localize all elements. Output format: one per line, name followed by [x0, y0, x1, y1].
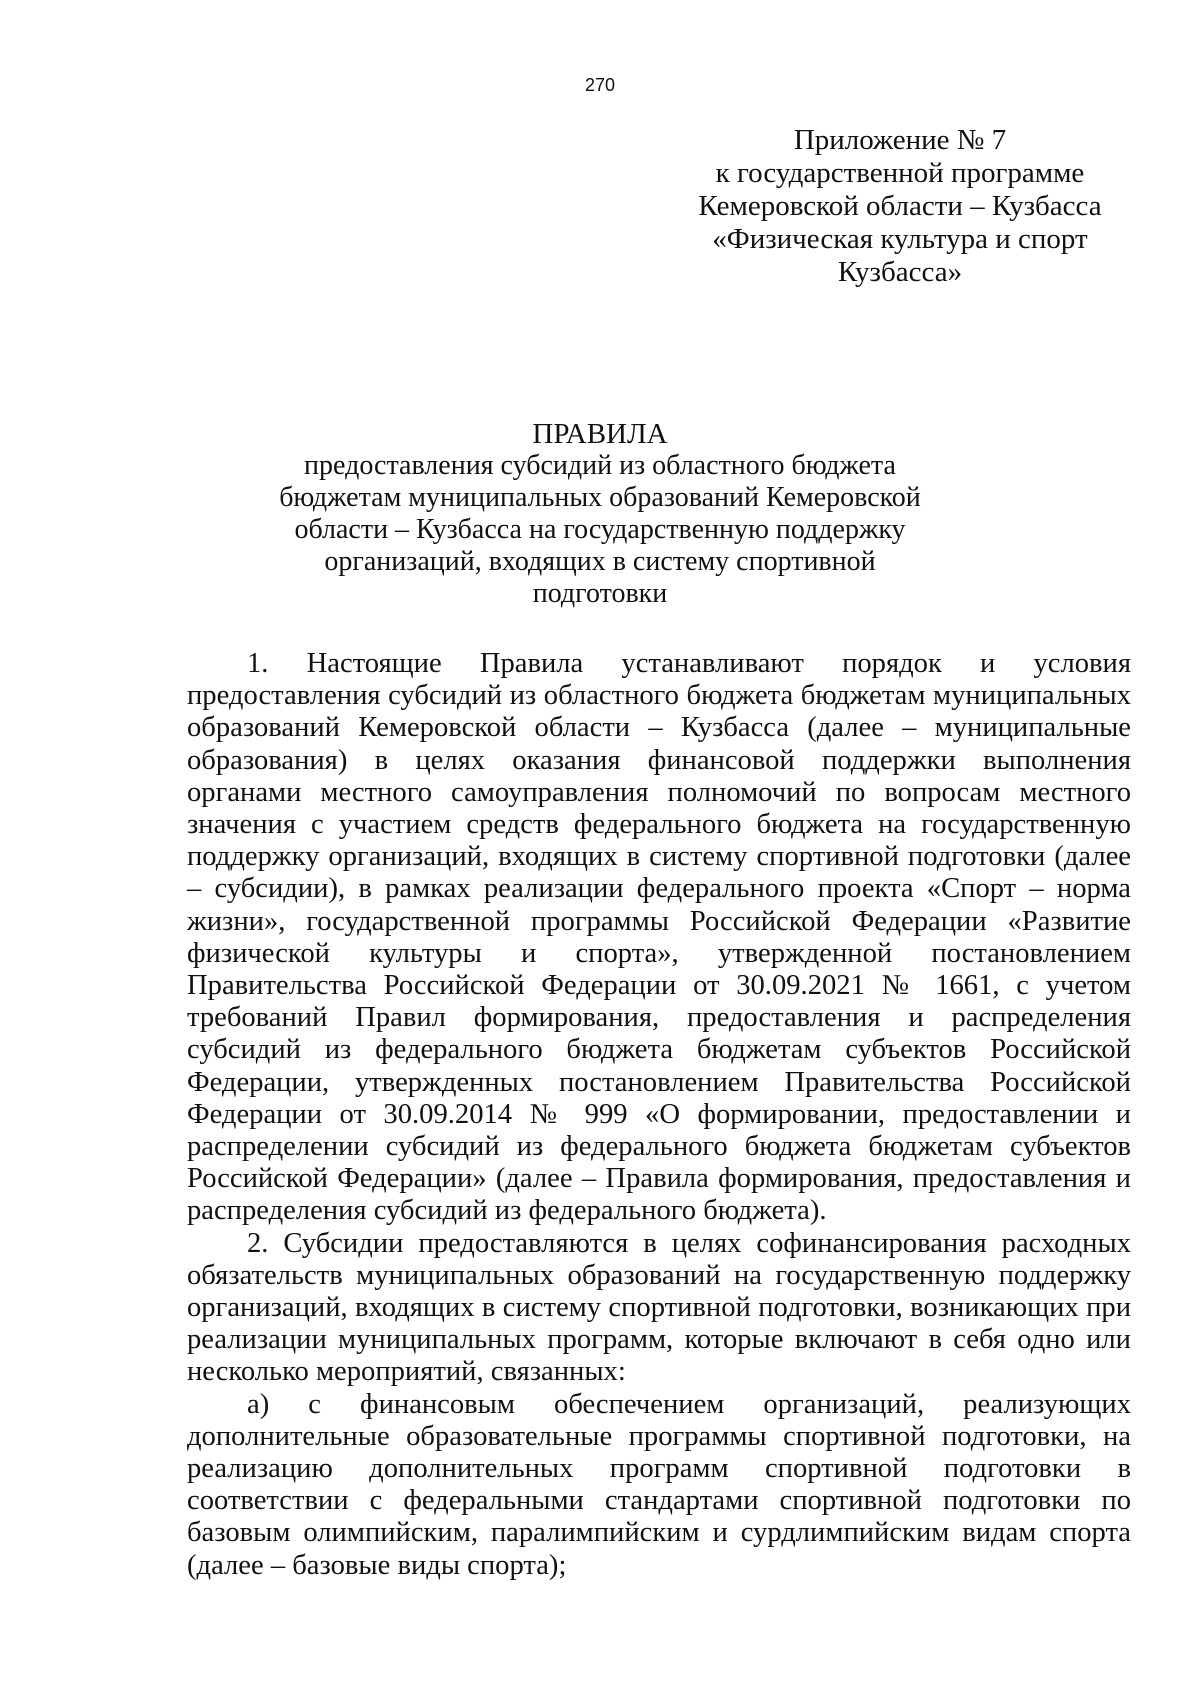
paragraph-2: 2. Субсидии предоставляются в целях софинансирования расходных обязательств муниципальных образований на государственную поддержку организаций, входящих в систему спортивной подготовки, возникающих при реализации муниципальных программ, которые включают в себя одно или несколько мероприятий, связанных:: [187, 1227, 1131, 1388]
appendix-header: [690, 124, 1110, 289]
rules-heading: ПРАВИЛА: [532, 418, 668, 450]
rules-subtitle-line: организаций, входящих в систему спортивной: [324, 546, 876, 577]
rules-subtitle-line: бюджетам муниципальных образований Кемеровской: [279, 482, 921, 513]
rules-subtitle-line: области – Кузбасса на государственную поддержку: [294, 514, 906, 545]
paragraph-2a: а) с финансовым обеспечением организаций, реализующих дополнительные образовательные программы спортивной подготовки, на реализацию дополнительных программ спортивной подготовки в соответствии с федеральными стандартами спортивной подготовки по базовым олимпийским, паралимпийским и сурдлимпийским видам спорта (далее – базовые виды спорта);: [187, 1388, 1131, 1581]
paragraph-1: 1. Настоящие Правила устанавливают порядок и условия предоставления субсидий из областного бюджета бюджетам муниципальных образований Кемеровской области – Кузбасса (далее – муниципальные образования) в целях оказания финансовой поддержки выполнения органами местного самоуправления полномочий по вопросам местного значения с участием средств федерального бюджета на государственную поддержку организаций, входящих в систему спортивной подготовки (далее – субсидии), в рамках реализации федерального проекта «Спорт – норма жизни», государственной программы Российской Федерации «Развитие физической культуры и спорта», утвержденной постановлением Правительства Российской Федерации от 30.09.2021 № 1661, с учетом требований Правил формирования, предоставления и распределения субсидий из федерального бюджета бюджетам субъектов Российской Федерации, утвержденных постановлением Правительства Российской Федерации от 30.09.2014 № 999 «О формировании, предоставлении и распределении субсидий из федерального бюджета бюджетам субъектов Российской Федерации» (далее – Правила формирования, предоставления и распределения субсидий из федерального бюджета).: [187, 648, 1131, 1227]
appendix-line: Приложение № 7: [793, 124, 1007, 156]
appendix-line: Кузбасса»: [837, 256, 963, 288]
appendix-line: «Физическая культура и спорт: [712, 223, 1088, 255]
document-body: [187, 648, 1131, 1582]
appendix-line: к государственной программе: [715, 157, 1085, 189]
rules-subtitle-line: подготовки: [532, 578, 668, 609]
rules-subtitle-line: предоставления субсидий из областного бюджета: [304, 450, 896, 481]
page-number: 270: [584, 75, 616, 95]
rules-title-block: [250, 418, 950, 610]
appendix-line: Кемеровской области – Кузбасса: [698, 190, 1102, 222]
